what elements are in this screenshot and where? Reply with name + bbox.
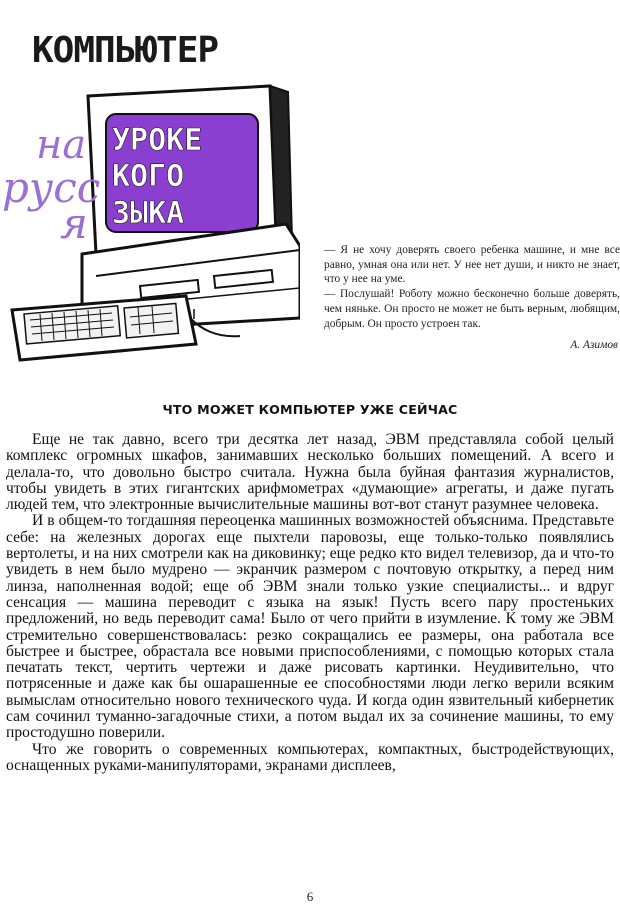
computer-illustration (0, 18, 300, 370)
handwritten-fragment-2: я (60, 199, 88, 248)
body-paragraph: Еще не так давно, всего три десятка лет назад, ЭВМ представляла собой целый комплекс огромных шкафов, занимавших несколько больших помещений. А всего и делала-то, что довольно быстро считала. Нужна была буйная фантазия журналистов, чтобы увидеть в этих гигантских арифмометрах «думающие» агрегаты, и даже пугать людей тем, что электронные вычислительные машины вот-вот станут разумнее человека. (6, 431, 614, 514)
illustration-heading: КОМПЬЮТЕР (32, 30, 219, 71)
handwritten-preposition: на (36, 122, 87, 168)
epigraph-author: А. Азимов (570, 339, 618, 352)
screen-line-1: УРОКЕ (112, 123, 203, 158)
body-paragraph: И в общем-то тогдашняя переоценка машинных возможностей объяснима. Представьте себе: на железных дорогах еще пыхтели паровозы, еще только-только появлялись вертолеты, и на них смотрели как на диковинку; еще редко кто видел телевизор, да и что-то увидеть в нем было мудрено — экранчик размером с почтовую открытку, а перед ним линза, наполненная водой; еще об ЭВМ знали только узкие специалисты... и вдруг сенсация — машина переводит с языка на язык! Пусть всего пару простеньких предложений, но ведь переводит сама! Было от чего прийти в изумление. К тому же ЭВМ стремительно совершенствовалась: резко сокращались ее размеры, она работала все быстрее и быстрее, обрастала все новыми приспособлениями, с помощью которых стала печатать текст, чертить чертежи и даже рисовать картинки. Неудивительно, что потрясенные и даже как бы ошарашенные ее способностями люди легко верили всяким вымыслам относительно нового технического чуда. И когда один язвительный кибернетик сам сочинил туманно-загадочные стихи, а потом выдал их за сочинение машины, то ему простодушно поверили. (6, 512, 614, 742)
epigraph-paragraph: — Я не хочу доверять своего ребенка машине, и мне все равно, умная она или нет. У нее нет души, и никто не знает, что у нее на уме. (324, 244, 620, 286)
article-body (6, 432, 614, 774)
screen-line-3: ЗЫКА (112, 196, 185, 231)
article-title: ЧТО МОЖЕТ КОМПЬЮТЕР УЖЕ СЕЙЧАС (162, 402, 458, 417)
epigraph (324, 243, 620, 353)
screen-line-2: КОГО (112, 159, 185, 194)
epigraph-paragraph: — Послушай! Роботу можно бесконечно больше доверять, чем няньке. Он просто не может не быть верным, любящим, добрым. Он просто устроен так. (324, 288, 620, 330)
page-number: 6 (306, 889, 314, 904)
body-paragraph: Что же говорить о современных компьютерах, компактных, быстродействующих, оснащенных руками-манипуляторами, экранами дисплеев, (6, 740, 614, 774)
handwritten-fragment-1: русс (2, 163, 101, 212)
